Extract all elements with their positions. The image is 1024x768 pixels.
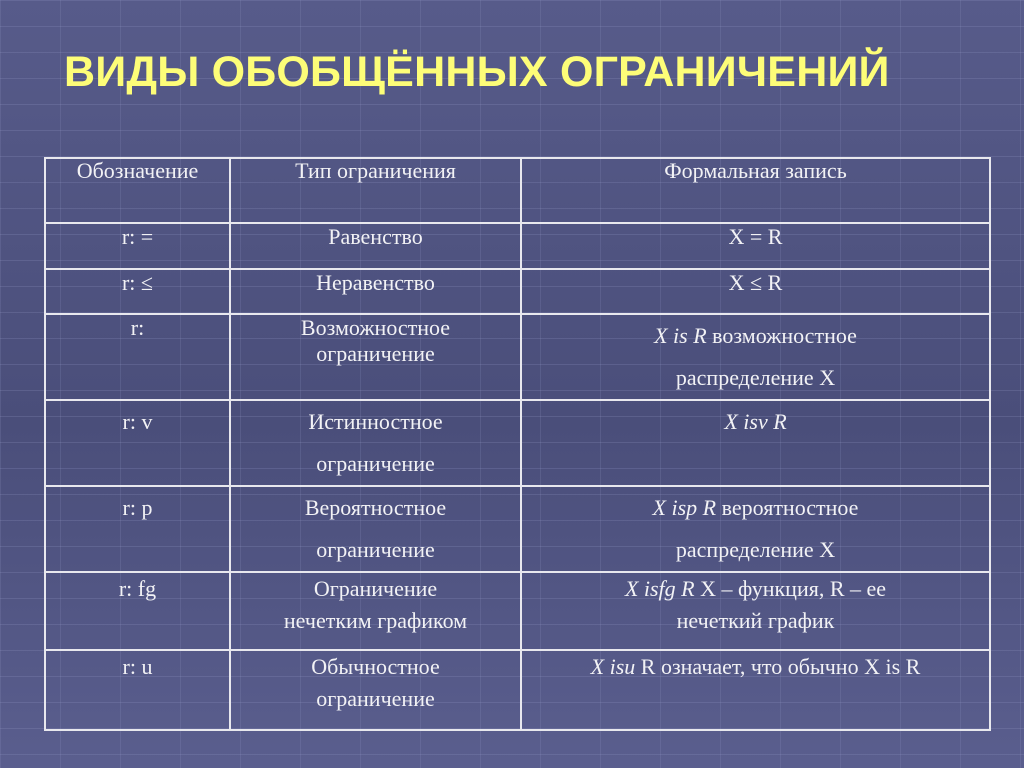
table-row: [45, 486, 990, 572]
notation-cell: r: u: [45, 650, 230, 730]
formal-cell: X isp R вероятностное распределение X: [521, 486, 990, 572]
type-cell: Равенство: [230, 223, 521, 269]
type-cell: Возможностное ограничение: [230, 314, 521, 400]
formal-cell: X isfg R X – функция, R – ее нечеткий график: [521, 572, 990, 650]
notation-cell: r: v: [45, 400, 230, 486]
table-row: [45, 223, 990, 269]
type-cell: Вероятностное ограничение: [230, 486, 521, 572]
table-row: [45, 572, 990, 650]
formal-cell: X ≤ R: [521, 269, 990, 314]
notation-cell: r: ≤: [45, 269, 230, 314]
header-notation: Обозначение: [45, 158, 230, 223]
type-cell: Обычностное ограничение: [230, 650, 521, 730]
header-type: Тип ограничения: [230, 158, 521, 223]
table-header-row: [45, 158, 990, 223]
constraints-table: [44, 157, 991, 731]
formal-cell: X is R возможностное распределение X: [521, 314, 990, 400]
notation-cell: r: fg: [45, 572, 230, 650]
slide-title: ВИДЫ ОБОБЩЁННЫХ ОГРАНИЧЕНИЙ: [64, 48, 890, 96]
table-row: [45, 314, 990, 400]
header-formal: Формальная запись: [521, 158, 990, 223]
formal-cell: X = R: [521, 223, 990, 269]
type-cell: Неравенство: [230, 269, 521, 314]
notation-cell: r: p: [45, 486, 230, 572]
notation-cell: r:: [45, 314, 230, 400]
formal-cell: X isv R: [521, 400, 990, 486]
table-row: [45, 400, 990, 486]
table-row: [45, 269, 990, 314]
formal-cell: X isu R означает, что обычно X is R: [521, 650, 990, 730]
notation-cell: r: =: [45, 223, 230, 269]
type-cell: Ограничение нечетким графиком: [230, 572, 521, 650]
table-row: [45, 650, 990, 730]
type-cell: Истинностное ограничение: [230, 400, 521, 486]
